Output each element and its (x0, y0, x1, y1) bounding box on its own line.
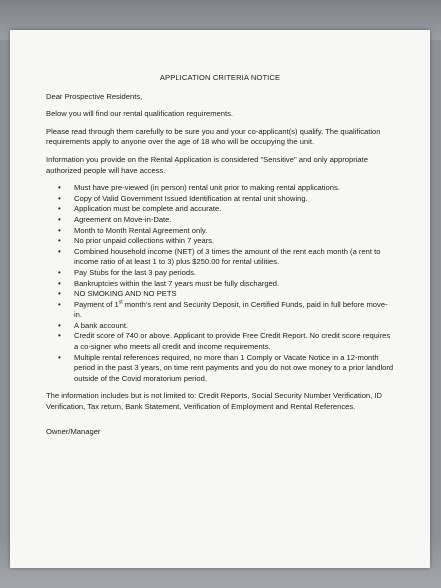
payment-text-prefix: Payment of 1 (74, 299, 119, 309)
requirement-item: • Credit score of 740 or above. Applicant to provide Free Credit Report. No credit score requires a co-signer who meets all credit and income requirements. (66, 331, 394, 352)
requirement-item: • NO SMOKING AND NO PETS (66, 289, 394, 300)
requirement-item: • A bank account. (66, 321, 394, 332)
requirement-item: • Combined household income (NET) of 3 times the amount of the rent each month (a rent to income ratio of at least 1 to 3) plus $250.00 for rental utilities. (66, 247, 394, 268)
requirement-item-payment (66, 300, 394, 321)
requirement-item: • Copy of Valid Government Issued Identification at rental unit showing. (66, 194, 394, 205)
requirement-item: • Agreement on Move-in-Date. (66, 215, 394, 226)
notice-paper (10, 30, 430, 568)
payment-text-superscript: st (118, 299, 123, 306)
salutation: Dear Prospective Residents, (46, 91, 143, 101)
requirement-item: • Application must be complete and accurate. (66, 204, 394, 215)
qualification-paragraph: Please read through them carefully to be sure you and your co-applicant(s) qualify. The qualification requirements apply to anyone over the age of 18 who will be occupying the unit. (46, 126, 381, 147)
requirement-item: • Month to Month Rental Agreement only. (66, 226, 394, 237)
requirement-item: • Pay Stubs for the last 3 pay periods. (66, 268, 394, 279)
requirement-item: • Bankruptcies within the last 7 years must be fully discharged. (66, 279, 394, 290)
signature-line: Owner/Manager (46, 426, 101, 436)
notice-title: APPLICATION CRITERIA NOTICE (159, 73, 281, 82)
closing-paragraph: The information includes but is not limited to: Credit Reports, Social Security Number Verification, ID Verification, Tax return, Bank Statement, Verification of Employment and Rental References. (46, 391, 382, 412)
requirement-item: • Must have pre-viewed (in person) rental unit prior to making rental applications. (66, 183, 394, 194)
intro-paragraph: Below you will find our rental qualification requirements. (46, 109, 233, 119)
sensitive-info-paragraph: Information you provide on the Rental Application is considered "Sensitive" and only appropriate authorized people will have access. (46, 154, 368, 175)
requirements-list (46, 183, 394, 384)
requirement-item: • Multiple rental references required, no more than 1 Comply or Vacate Notice in a 12-month period in the past 3 years, on time rent payments and you do not owe money to a prior landlord outside of the Covid moratorium period. (66, 353, 394, 385)
payment-text-suffix: month’s rent and Security Deposit, in Certified Funds, paid in full before move-in. (74, 299, 388, 320)
requirement-item: • No prior unpaid collections within 7 years. (66, 236, 394, 247)
